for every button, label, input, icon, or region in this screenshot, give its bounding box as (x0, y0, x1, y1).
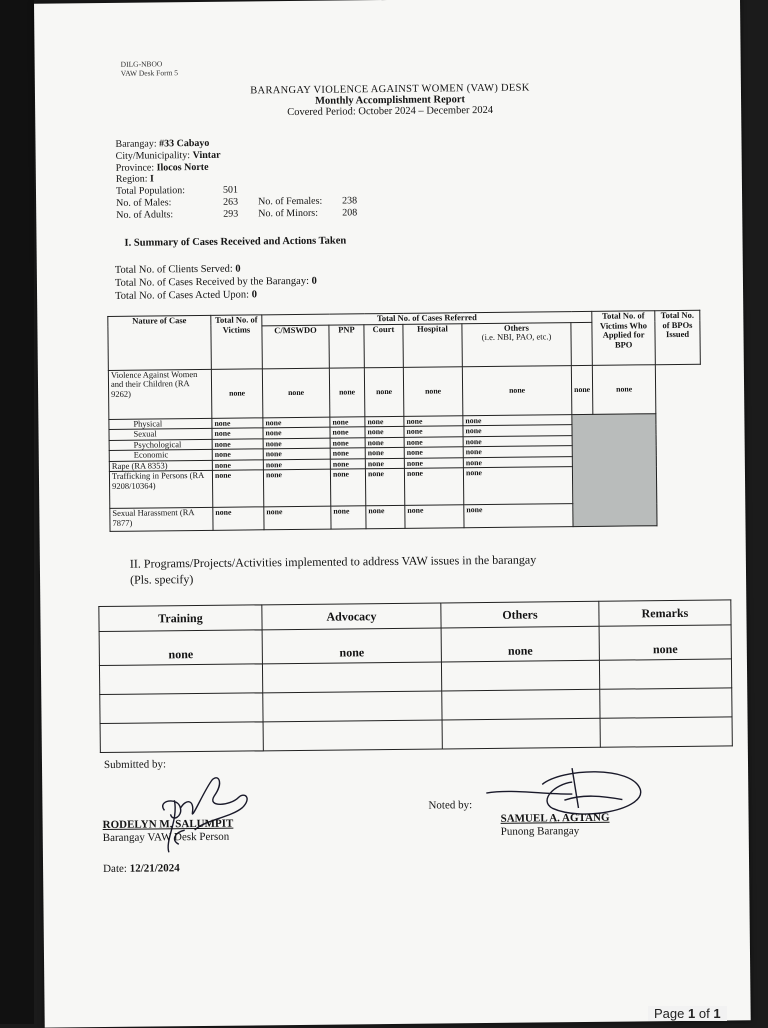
cell-value: none (331, 506, 366, 529)
cell-value: none (463, 456, 572, 468)
city-value: Vintar (192, 149, 221, 161)
adults-value: 293 (223, 208, 239, 220)
covered-period: Covered Period: October 2024 – December 2024 (287, 104, 494, 119)
section2-note: (Pls. specify) (129, 572, 194, 587)
cell-value: none (404, 457, 463, 468)
submitted-by-label: Submitted by: (103, 758, 167, 772)
cases-table (107, 310, 702, 532)
date-value: 12/21/2024 (129, 862, 180, 875)
cell-value: none (463, 414, 572, 426)
header-cmswdo: C/MSWDO (262, 325, 329, 369)
cell-value: none (330, 458, 365, 469)
province-value: Ilocos Norte (156, 161, 209, 174)
cell-value: none (212, 428, 263, 439)
cell-value: none (366, 505, 405, 528)
section1-title: I. Summary of Cases Received and Actions Taken (124, 235, 347, 249)
cell-value: none (211, 368, 263, 418)
cell-value: none (212, 459, 263, 470)
header-court: Court (364, 324, 403, 367)
noter-title: Punong Barangay (500, 825, 580, 838)
barangay-info (115, 136, 357, 221)
cell-value: none (404, 468, 463, 506)
cell-value: none (263, 469, 330, 507)
cases-acted-label: Total No. of Cases Acted Upon: (115, 289, 250, 302)
report-subtitle: Monthly Accomplishment Report (315, 94, 466, 107)
table-row (100, 717, 732, 753)
cell-value: none (212, 449, 263, 460)
cell-value: none (405, 505, 464, 529)
case-label: Psychological (109, 439, 212, 451)
cell-value: none (365, 416, 404, 427)
adults-label: No. of Adults: (116, 209, 174, 221)
cell-value: none (365, 468, 404, 505)
population-value: 501 (222, 184, 239, 196)
population-label: Total Population: (115, 185, 186, 198)
header-others-label: Others (503, 322, 530, 333)
page-current: 1 (688, 1006, 696, 1021)
page-of: of (698, 1006, 710, 1021)
cell-value: none (463, 435, 572, 447)
cell-value: none (263, 438, 330, 449)
header-bpo-issued: Total No. of BPOs Issued (655, 310, 701, 364)
header-bpo-applied: Total No. of Victims Who Applied for BPO (592, 311, 656, 365)
noted-by-label: Noted by: (428, 799, 473, 812)
case-label: Sexual Harassment (RA 7877) (110, 507, 213, 531)
noter-block (501, 812, 610, 839)
cell-value: none (329, 367, 365, 416)
cell-value: none (262, 368, 330, 418)
cell-value: none (263, 448, 330, 459)
submitter-signature (134, 769, 265, 860)
header-advocacy: Advocacy (262, 603, 441, 630)
cell-value: none (404, 415, 463, 426)
header-referred: Total No. of Cases Referred (262, 311, 592, 325)
cell-value: none (263, 459, 330, 470)
header-nature: Nature of Case (108, 315, 212, 370)
page-total: 1 (713, 1006, 721, 1021)
cell-value: none (463, 446, 572, 458)
section2-title: II. Programs/Projects/Activities implemented to address VAW issues in the barangay (129, 552, 537, 571)
form-code (121, 59, 178, 78)
noter-name: SAMUEL A. AGTANG (500, 811, 610, 825)
submitter-name: RODELYN M. SALUMPIT (102, 817, 234, 832)
header-pnp: PNP (329, 324, 364, 367)
header-others-note: (i.e. NBI, PAO, etc.) (481, 331, 552, 343)
males-value: 263 (223, 196, 239, 208)
cell-value: none (263, 417, 330, 428)
form-code-line: DILG-NBOO (120, 59, 163, 69)
page-indicator (648, 1006, 727, 1021)
males-label: No. of Males: (116, 197, 172, 209)
case-label: Violence Against Women and their Children (RA 9262) (108, 369, 212, 419)
minors-label: No. of Minors: (258, 207, 319, 220)
cell-value: none (213, 507, 264, 531)
cell-value: none (404, 436, 463, 447)
background-strip (0, 0, 34, 1024)
table-row (108, 364, 701, 419)
cell-value: none (463, 467, 572, 505)
header-others (462, 322, 571, 366)
cell-value: none (464, 504, 573, 528)
province-label: Province: (115, 162, 155, 174)
section2-heading (130, 551, 537, 587)
cell-value: none (365, 458, 404, 469)
page-prefix: Page (654, 1006, 685, 1021)
header-others: Others (441, 601, 599, 628)
cases-received-label: Total No. of Cases Received by the Barangay: (114, 275, 310, 289)
cell-value: none (330, 437, 365, 448)
cell-value: none (404, 447, 463, 458)
cell-value: none (365, 447, 404, 458)
region-label: Region: (115, 173, 148, 186)
header-hospital: Hospital (403, 323, 462, 367)
cell-value: none (365, 426, 404, 437)
cell-value: none (263, 427, 330, 438)
cell-value: none (212, 417, 263, 428)
cell-value: none (571, 365, 593, 414)
cell-value: none (330, 469, 365, 506)
case-label: Sexual (109, 428, 212, 440)
training-value: none (99, 630, 262, 666)
ppa-table (98, 599, 733, 753)
clients-served-value: 0 (235, 263, 241, 275)
cell-value: none (403, 366, 463, 416)
case-label: Rape (RA 8353) (109, 460, 212, 472)
case-totals (115, 262, 317, 303)
document-page (34, 0, 751, 1028)
barangay-value: #33 Cabayo (159, 137, 210, 150)
case-label: Physical (109, 418, 212, 430)
females-label: No. of Females: (258, 195, 323, 208)
header-training: Training (99, 605, 262, 632)
clients-served-label: Total No. of Clients Served: (114, 263, 233, 276)
others-value: none (441, 626, 599, 662)
remarks-value: none (599, 625, 731, 660)
submitter-block (103, 818, 234, 845)
cell-value: none (592, 364, 656, 414)
cell-value: none (264, 506, 331, 530)
minors-value: 208 (342, 207, 358, 219)
case-label: Trafficking in Persons (RA 9208/10364) (109, 470, 212, 508)
region-value: I (149, 173, 155, 185)
barangay-label: Barangay: (115, 138, 157, 150)
case-label: Economic (109, 449, 212, 461)
date-label: Date: (103, 862, 127, 876)
header-victims: Total No. of Victims (211, 315, 263, 369)
report-header (185, 82, 595, 119)
cell-value: none (330, 448, 365, 459)
cell-value: none (212, 438, 263, 449)
form-code-line: VAW Desk Form 5 (120, 68, 179, 78)
shaded-block (572, 413, 657, 526)
cell-value: none (462, 365, 572, 415)
cell-value: none (365, 437, 404, 448)
cell-value: none (463, 425, 572, 437)
cell-value: none (330, 427, 365, 438)
cell-value: none (404, 426, 463, 437)
report-title: BARANGAY VIOLENCE AGAINST WOMEN (VAW) DESK (250, 82, 530, 97)
submitter-title: Barangay VAW Desk Person (102, 830, 230, 845)
cell-value: none (330, 416, 365, 427)
city-label: City/Municipality: (115, 149, 191, 162)
date-line (103, 862, 180, 876)
advocacy-value: none (262, 628, 441, 664)
header-remarks: Remarks (599, 600, 731, 626)
cell-value: none (364, 367, 404, 416)
cell-value: none (212, 470, 263, 508)
cases-acted-value: 0 (251, 289, 258, 301)
females-value: 238 (342, 195, 358, 207)
cases-received-value: 0 (311, 275, 317, 287)
